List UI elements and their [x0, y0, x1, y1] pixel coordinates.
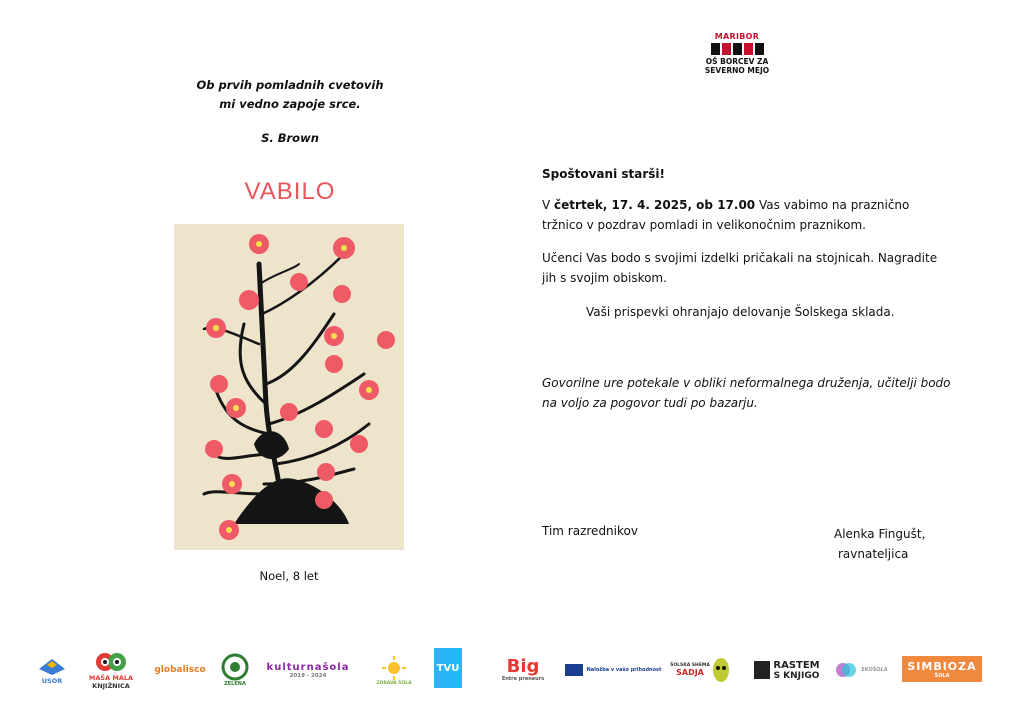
sun-icon	[381, 655, 407, 681]
school-logo	[704, 32, 770, 75]
usor-icon	[37, 655, 67, 677]
flower-painting	[174, 224, 404, 550]
logo-zelena: ZELENA	[218, 648, 252, 692]
logo-sadja: ŠOLSKA SHEMA SADJA	[670, 663, 710, 677]
signature-right	[834, 524, 925, 564]
event-date-time: četrtek, 17. 4. 2025, ob 17.00	[554, 198, 756, 212]
painting-caption: Noel, 8 let	[259, 569, 319, 583]
eco-swirl-icon	[834, 658, 858, 682]
green-circle-icon	[221, 653, 249, 681]
signature-name: Alenka Fingušt,	[834, 527, 926, 541]
school-logo-city: MARIBOR	[714, 32, 760, 41]
book-icon	[754, 661, 770, 679]
quote-line-1: Ob prvih pomladnih cvetovih	[196, 78, 384, 92]
school-logo-blocks	[704, 43, 770, 55]
logo-usor: USOR	[32, 648, 72, 692]
school-logo-name-2: SEVERNO MEJO	[704, 66, 770, 75]
logo-simbioza: SIMBIOZA ŠOLA	[902, 656, 982, 682]
p1-rest: Vas vabimo na praznično tržnico v pozdrav pomladi in velikonočnim praznikom.	[542, 198, 910, 232]
logo-rastem-s-knjigo: RASTEM S KNJIGO	[746, 648, 828, 692]
invitation-title: VABILO	[244, 178, 336, 205]
quote-line-2: mi vedno zapoje srce.	[219, 97, 361, 111]
flower-painting-art	[174, 224, 404, 550]
letter-paragraph-3: Vaši prispevki ohranjajo delovanje Šolskega sklada.	[586, 305, 895, 319]
apple-icon	[708, 654, 734, 686]
quote-author: S. Brown	[261, 131, 319, 145]
logo-big-entrepreneurs: Big Entre preneurs	[501, 656, 545, 682]
owl-icon	[94, 650, 128, 674]
poem-quote	[170, 76, 410, 114]
logo-eu-investment: Naložba v vašo prihodnost	[558, 648, 668, 692]
logo-zdrava-sola: ZDRAVA ŠOLA	[374, 648, 414, 692]
logo-tvu: TVU	[434, 648, 462, 688]
signature-title: ravnateljica	[838, 547, 909, 561]
logo-apple-character	[704, 648, 738, 692]
logo-masa-mala: MAŠA MALA KNJIŽNICA	[86, 648, 136, 692]
logo-kulturna-sola: kulturnašola 2019 - 2024	[266, 661, 350, 679]
eu-flag-icon	[565, 664, 583, 676]
p1-prefix: V	[542, 198, 555, 212]
logo-globalisco: globalisco	[154, 665, 206, 675]
logo-eko-sola: EKOŠOLA	[830, 648, 892, 692]
footer-logos	[30, 648, 990, 696]
letter-paragraph-1	[542, 195, 952, 235]
letter-paragraph-2: Učenci Vas bodo s svojimi izdelki pričakali na stojnicah. Nagradite jih s svojim obiskom.	[542, 251, 938, 285]
school-logo-name-1: OŠ BORCEV ZA	[705, 57, 769, 66]
signature-left: Tim razrednikov	[542, 524, 638, 538]
letter-greeting: Spoštovani starši!	[542, 167, 665, 181]
letter-paragraph-4: Govorilne ure potekale v obliki neformalnega druženja, učitelji bodo na voljo za pogovor tudi po bazarju.	[542, 376, 951, 410]
